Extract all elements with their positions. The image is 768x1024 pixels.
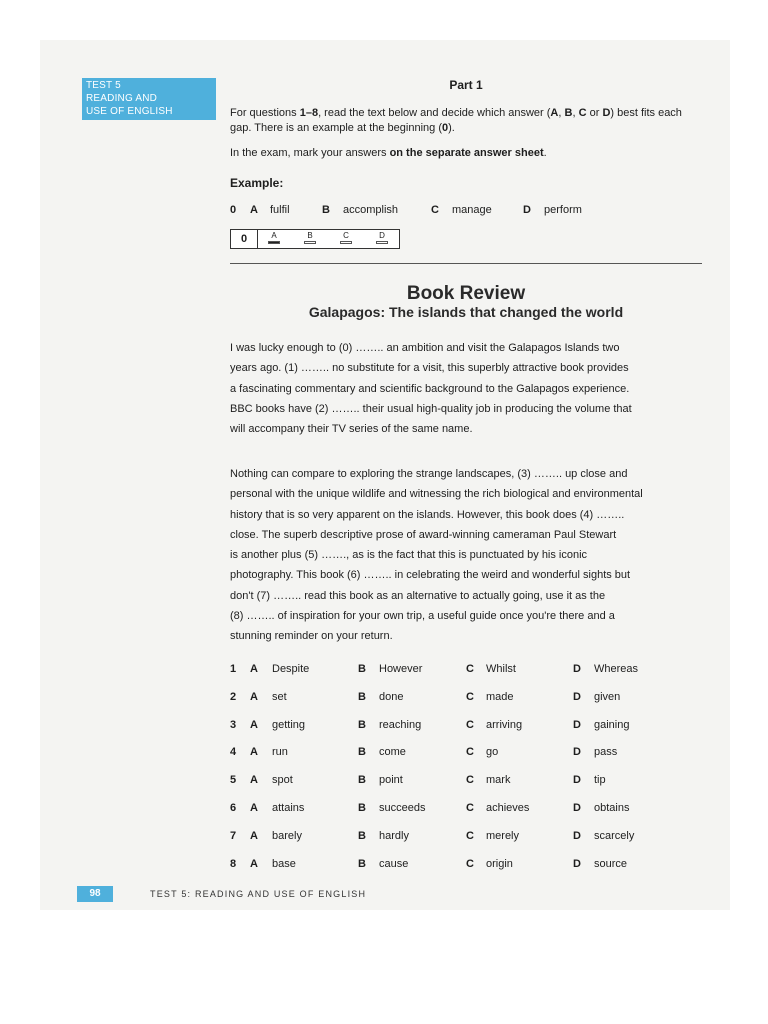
option-letter: C [466,746,474,758]
tab-line: TEST 5 [86,80,121,91]
option-letter: D [523,204,531,216]
option-letter: C [466,774,474,786]
option-letter: D [573,830,581,842]
option-d: scarcely [594,830,635,842]
answer-option-a: A [267,231,281,244]
question-number: 1 [230,663,237,675]
exam-instruction: In the exam, mark your answers on the separate answer sheet. [230,147,547,159]
question-row [230,716,700,734]
question-number: 4 [230,746,237,758]
tab-line: USE OF ENGLISH [86,106,173,117]
option-word: accomplish [343,204,399,216]
answer-number: 0 [231,230,258,248]
option-c: made [486,691,514,703]
answer-option-c: C [339,231,353,244]
option-letter: A [250,204,258,216]
option-c: mark [486,774,511,786]
text-line: stunning reminder on your return. [230,630,393,643]
option-letter: A [250,719,258,731]
option-d: given [594,691,621,703]
question-number: 8 [230,858,237,870]
option-letter: B [322,204,330,216]
question-row [230,855,700,873]
question-number: 2 [230,691,237,703]
option-letter: D [573,746,581,758]
option-letter: A [250,830,258,842]
option-c: merely [486,830,520,842]
question-row [230,771,700,789]
text-line: photography. This book (6) …….. in celebrating the weird and wonderful sights but [230,569,631,582]
option-d: source [594,858,628,870]
part-title: Part 1 [449,78,483,92]
text-line: is another plus (5) ……., as is the fact that this is punctuated by his iconic [230,549,588,562]
text-line: I was lucky enough to (0) …….. an ambition and visit the Galapagos Islands two [230,342,620,354]
option-letter: A [250,663,258,675]
example-label: Example: [230,176,284,190]
review-title: Book Review [406,283,526,304]
paragraph-2 [230,464,702,647]
option-letter: B [358,719,366,731]
page-number: 98 [77,886,113,902]
question-row [230,799,700,817]
text-line: personal with the unique wildlife and witnessing the rich biological and environmental [230,488,643,501]
question-row [230,688,700,706]
option-letter: C [466,719,474,731]
question-row [230,743,700,761]
option-b: point [379,774,403,786]
option-a: set [272,691,287,703]
answer-sheet-example [230,229,400,249]
option-b: done [379,691,404,703]
option-letter: A [250,746,258,758]
text-line: BBC books have (2) …….. their usual high-quality job in producing the volume that [230,402,632,415]
question-number: 7 [230,830,237,842]
option-a: barely [272,830,302,842]
text-line: close. The superb descriptive prose of award-winning cameraman Paul Stewart [230,528,617,541]
text-line: a fascinating commentary and scientific background to the Galapagos experience. [230,382,630,395]
answer-option-b: B [303,231,317,244]
option-letter: A [250,691,258,703]
option-letter: D [573,663,581,675]
question-number: 5 [230,774,237,786]
answer-option-d: D [375,231,389,244]
question-row [230,660,700,678]
option-letter: D [573,691,581,703]
text-line: Nothing can compare to exploring the strange landscapes, (3) …….. up close and [230,468,628,480]
option-d: tip [594,774,606,786]
option-letter: A [250,802,258,814]
text-line: (8) …….. of inspiration for your own trip, a useful guide once you're there and a [230,610,615,623]
divider [230,263,702,264]
option-d: pass [594,746,618,758]
option-letter: C [466,691,474,703]
text-line: will accompany their TV series of the same name. [230,423,473,436]
tab-line: READING AND [86,93,158,104]
test-section-tab [82,78,216,120]
option-a: base [272,858,296,870]
option-letter: C [466,802,474,814]
option-a: getting [272,719,306,731]
option-c: achieves [486,802,530,814]
option-b: hardly [379,830,409,842]
option-word: perform [544,204,582,216]
option-d: obtains [594,802,630,814]
option-letter: B [358,691,366,703]
option-letter: B [358,663,366,675]
footer-section: TEST 5: READING AND USE OF ENGLISH [150,889,367,899]
option-d: Whereas [594,663,639,675]
text-line: years ago. (1) …….. no substitute for a visit, this superbly attractive book provides [230,362,629,375]
option-b: come [379,746,406,758]
review-subtitle: Galapagos: The islands that changed the world [308,304,624,320]
option-letter: D [573,858,581,870]
option-word: fulfil [270,204,290,216]
option-a: run [272,746,288,758]
option-c: go [486,746,499,758]
option-letter: B [358,802,366,814]
option-letter: C [466,858,474,870]
option-letter: C [431,204,439,216]
example-number: 0 [230,204,237,216]
option-a: attains [272,802,305,814]
option-letter: C [466,830,474,842]
option-letter: D [573,802,581,814]
option-letter: B [358,746,366,758]
option-a: Despite [272,663,310,675]
option-c: origin [486,858,513,870]
option-letter: B [358,830,366,842]
paragraph-1 [230,338,702,439]
option-letter: A [250,858,258,870]
option-letter: D [573,774,581,786]
option-letter: B [358,858,366,870]
option-word: manage [452,204,492,216]
option-b: succeeds [379,802,426,814]
option-a: spot [272,774,293,786]
option-b: However [379,663,423,675]
question-row [230,827,700,845]
instructions: For questions 1–8, read the text below and decide which answer (A, B, C or D) best fits each gap. There is an example at the beginning (0). [230,107,682,134]
text-line: history that is so very apparent on the islands. However, this book does (4) …….. [230,508,625,521]
text-line: don't (7) …….. read this book as an alternative to actually going, use it as the [230,589,606,602]
option-d: gaining [594,719,630,731]
option-letter: C [466,663,474,675]
option-letter: D [573,719,581,731]
option-c: Whilst [486,663,516,675]
option-b: cause [379,858,409,870]
option-c: arriving [486,719,523,731]
option-b: reaching [379,719,422,731]
option-letter: A [250,774,258,786]
question-number: 6 [230,802,237,814]
question-number: 3 [230,719,237,731]
option-letter: B [358,774,366,786]
